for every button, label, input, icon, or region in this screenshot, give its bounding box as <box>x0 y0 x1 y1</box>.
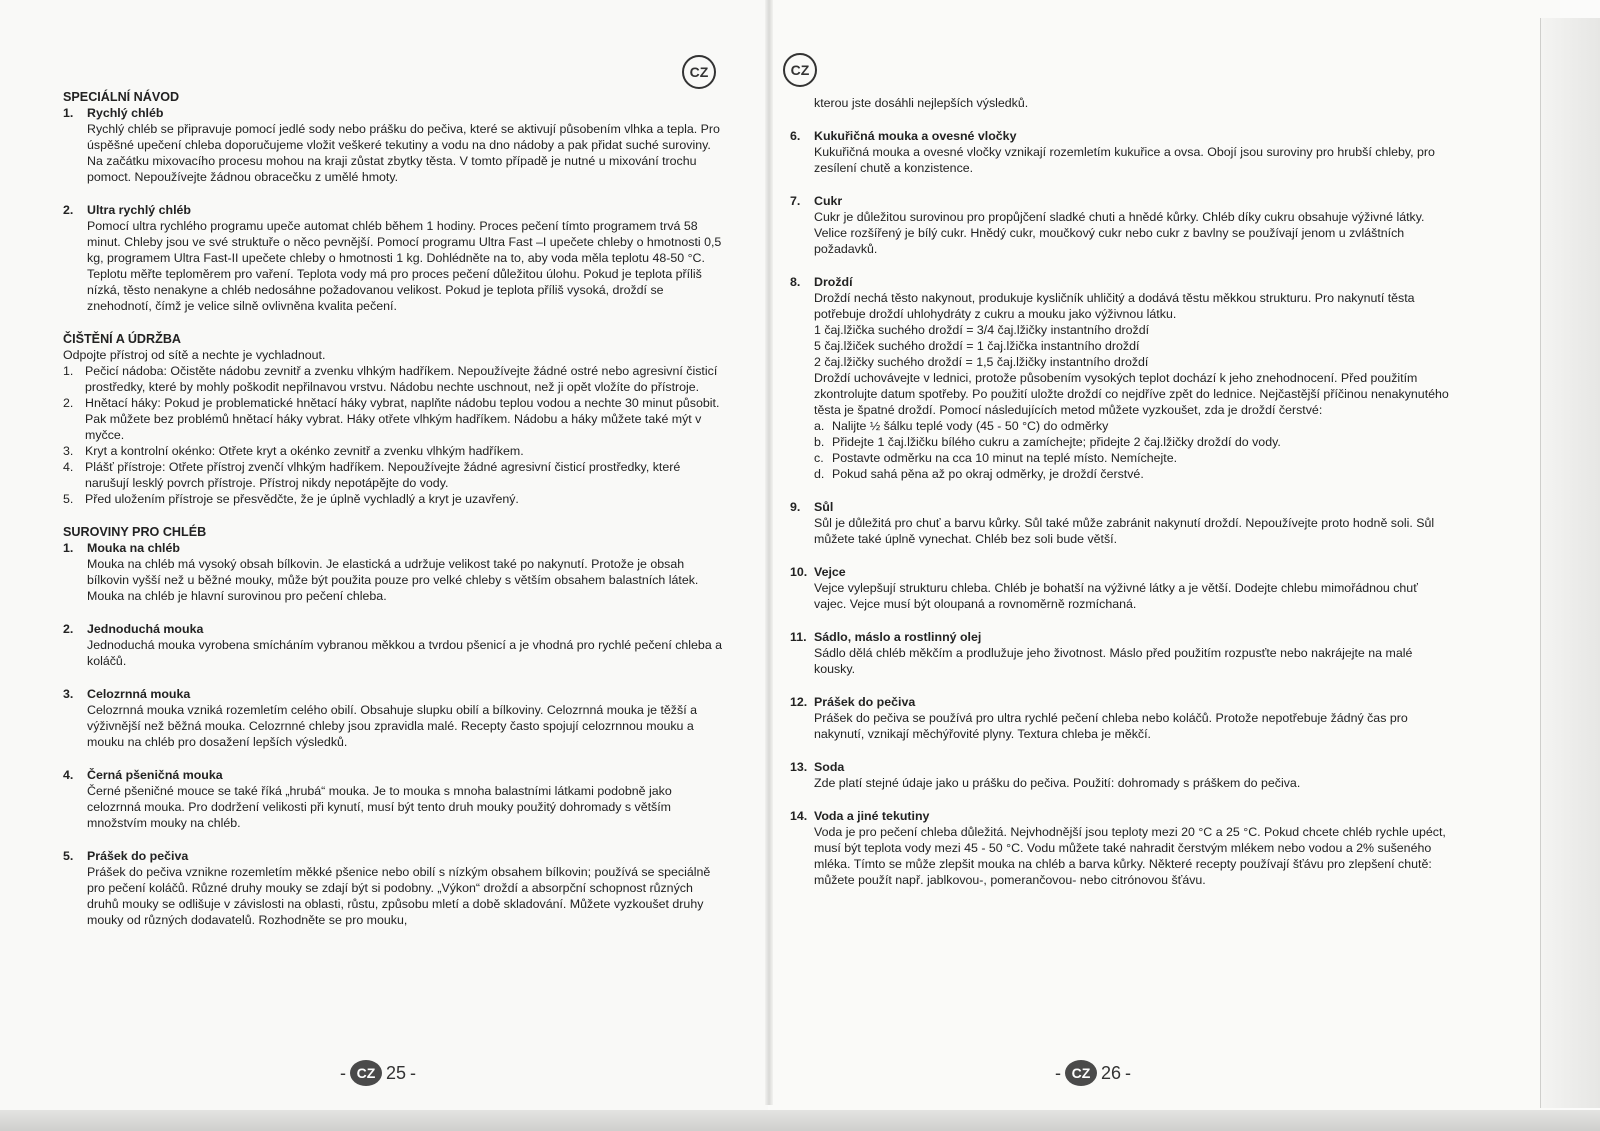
footer-language-badge: CZ <box>350 1060 382 1086</box>
item-text: Pomocí ultra rychlého programu upeče automat chléb během 1 hodiny. Proces pečení tímto programem trvá 58 minut. Chleby jsou ve své struktuře o něco pevnější. Pomocí programu Ultra Fast –I upečete chleby o hmotnosti 0,5 kg, programem Ultra Fast-II upečete chleby o hmotnosti 1 kg. Dohlédněte na to, aby voda měla teplotu 48-50 °C. Teplotu měřte teploměrem pro vaření. Teplota vody má pro proces pečení důležitou úlohu. Pokud je teplota příliš nízká, těsto nenakyne a chléb nedosáhne požadovanou velikost. Pokud je teplota příliš vysoká, droždí se znehodnotí, čímž je velice silně ovlivněna kvalita pečení. <box>87 219 722 313</box>
list-item: 2. Hnětací háky: Pokud je problematické hnětací háky vybrat, naplňte nádobu teplou vodou a nechte 30 minut působit. Pak můžete bez problémů hnětací háky vybrat. Háky otřete vlhkým hadříkem. Nádobu a háky můžete také mýt v myčce. <box>63 396 720 442</box>
item-text: Cukr je důležitou surovinou pro propůjčení sladké chuti a hnědé kůrky. Chléb díky cukru obsahuje výživné látky. Velice rozšířený je bílý cukr. Hnědý cukr, moučkový cukr nebo cukr z bavlny se používají jenom u zvláštních požadavků. <box>814 210 1425 256</box>
item-title: 12. Prášek do pečiva <box>790 695 916 709</box>
item-title: 6. Kukuřičná mouka a ovesné vločky <box>790 129 1017 143</box>
yeast-step: d. Pokud sahá pěna až po okraj odměrky, je droždí čerstvé. <box>814 467 1144 481</box>
footer-language-badge: CZ <box>1065 1060 1097 1086</box>
item-title: 1. Mouka na chléb <box>63 541 180 555</box>
item-title: 11. Sádlo, máslo a rostlinný olej <box>790 630 982 644</box>
item-text: Černé pšeničné mouce se také říká „hrubá“ mouka. Je to mouka s mnoha balastními látkami podobně jako celozrnná mouka. Pro dodržení velikosti při kynutí, musí být tento druh mouky použitý dohromady s větším množstvím mouky na chléb. <box>87 784 672 830</box>
item-title: 5. Prášek do pečiva <box>63 849 189 863</box>
yeast-conversion: 1 čaj.lžička suchého droždí = 3/4 čaj.lžičky instantního droždí <box>814 323 1150 337</box>
yeast-storage: Droždí uchovávejte v lednici, protože působením vysokých teplot dochází k jeho znehodnocení. Před použitím zkontrolujte datum spotřeby. Po použití uložte droždí co nejdříve zpět do lednice. Nejčastější příčinou nenakynutého těsta je špatné droždí. Pomocí následujících metod můžete vyzkoušet, zda je droždí čerstvé: <box>814 371 1449 417</box>
item-text: Rychlý chléb se připravuje pomocí jedlé sody nebo prášku do pečiva, které se aktivují působením vlhka a tepla. Pro úspěšné upečení chleba doporučujeme vložit veškeré tekutiny a vodu na dno nádoby a pak přidat suché suroviny. Na začátku mixovacího procesu mohou na kraji zůstat zbytky těsta. V tomto případě je nutné u mixování trochu pomoct. Nepoužívejte žádnou obracečku z umělé hmoty. <box>87 122 720 184</box>
section-title-cleaning: ČIŠTĚNÍ A ÚDRŽBA <box>63 332 182 346</box>
item-title: 4. Černá pšeničná mouka <box>63 768 223 782</box>
book-gutter <box>765 0 773 1105</box>
list-item: 4. Plášť přístroje: Otřete přístroj zvenčí vlhkým hadříkem. Nepoužívejte žádné agresivní čisticí prostředky, které narušují lesklý povrch přístroje. Přístroj nikdy nepotápějte do vody. <box>63 460 681 490</box>
right-column <box>790 95 1450 888</box>
language-badge-left: CZ <box>682 55 716 89</box>
section-title-special: SPECIÁLNÍ NÁVOD <box>63 90 180 104</box>
list-item: 3. Kryt a kontrolní okénko: Otřete kryt a okénko zevnitř a zvenku vlhkým hadříkem. <box>63 444 524 458</box>
yeast-intro: Droždí nechá těsto nakynout, produkuje kysličník uhličitý a dodává těstu měkkou strukturu. Pro nakynutí těsta potřebuje droždí uhlohydráty z cukru a mouku jako výživnou látku. <box>814 291 1415 321</box>
item-text: Sůl je důležitá pro chuť a barvu kůrky. Sůl také může zabránit nakynutí droždí. Nepoužívejte proto hodně soli. Sůl můžete také úplně vynechat. Chléb bez soli bude větší. <box>814 516 1435 546</box>
item-text: Sádlo dělá chléb měkčím a prodlužuje jeho životnost. Máslo před použitím rozpusťte nebo nakrájejte na malé kousky. <box>814 646 1413 676</box>
item-text: Prášek do pečiva se používá pro ultra rychlé pečení chleba nebo koláčů. Protože nepotřebuje žádný čas pro nakynutí, vznikají měchýřovité plyny. Textura chleba je měkčí. <box>814 711 1408 741</box>
continuation-text: kterou jste dosáhli nejlepších výsledků. <box>814 96 1029 110</box>
yeast-conversion: 2 čaj.lžičky suchého droždí = 1,5 čaj.lžičky instantního droždí <box>814 355 1149 369</box>
yeast-step: b. Přidejte 1 čaj.lžičku bílého cukru a zamíchejte; přidejte 2 čaj.lžičky droždí do vody. <box>814 435 1281 449</box>
page-footer-right: - CZ 26 - <box>1055 1060 1131 1086</box>
item-title: 7. Cukr <box>790 194 843 208</box>
language-badge-right: CZ <box>783 53 817 87</box>
yeast-step: a. Nalijte ½ šálku teplé vody (45 - 50 °C) do odměrky <box>814 419 1109 433</box>
list-item: 1. Pečicí nádoba: Očistěte nádobu zevnitř a zvenku vlhkým hadříkem. Nepoužívejte žádné ostré nebo agresivní čisticí prostředky, které by mohly poškodit nepřilnavou vrstvu. Nádobu nechte uschnout, než ji opět vložíte do přístroje. <box>63 364 718 394</box>
item-text: Zde platí stejné údaje jako u prášku do pečiva. Použití: dohromady s práškem do pečiva. <box>814 776 1301 790</box>
item-title: 13. Soda <box>790 760 845 774</box>
item-title: 14. Voda a jiné tekutiny <box>790 809 930 823</box>
item-text: Voda je pro pečení chleba důležitá. Nejvhodnější jsou teploty mezi 20 °C a 25 °C. Pokud chcete chléb rychle upéct, musí být teplota vody mezi 45 - 50 °C. Vodu můžete také nahradit čerstvým mlékem nebo vodou a 2% sušeného mléka. Tímto se může zlepšit mouka na chléb a barva kůrky. Některé recepty používají šťávu pro zlepšení chutě: můžete použít např. jablkovou-, pomerančovou- nebo citrónovou šťávu. <box>814 825 1446 887</box>
item-title: 2. Jednoduchá mouka <box>63 622 204 636</box>
item-text: Kukuřičná mouka a ovesné vločky vznikají rozemletím kukuřice a ovsa. Obojí jsou suroviny pro hrubší chleby, pro zesílení chutě a konzistence. <box>814 145 1435 175</box>
page-footer-left: - CZ 25 - <box>340 1060 416 1086</box>
item-text: Mouka na chléb má vysoký obsah bílkovin. Je elastická a udržuje velikost také po nakynutí. Protože je obsah bílkovin vyšší než u běžné mouky, může být použita pouze pro velké chleby s větším obsahem balastních látek. Mouka na chléb je hlavní surovinou pro pečení chleba. <box>87 557 699 603</box>
left-column <box>63 89 723 928</box>
yeast-step: c. Postavte odměrku na cca 10 minut na teplé místo. Nemíchejte. <box>814 451 1178 465</box>
item-text: Jednoduchá mouka vyrobena smícháním vybranou měkkou a tvrdou pšenicí a je vhodná pro rychlé pečení chleba a koláčů. <box>87 638 723 668</box>
item-title: 1. Rychlý chléb <box>63 106 164 120</box>
list-item: 5. Před uložením přístroje se přesvědčte, že je úplně vychladlý a kryt je uzavřený. <box>63 492 519 506</box>
page-edge <box>1540 18 1600 1108</box>
item-text: Vejce vylepšují strukturu chleba. Chléb je bohatší na výživné látky a je větší. Dodejte chlebu mimořádnou chuť vajec. Vejce musí být oloupaná a rovnoměrně rozmíchaná. <box>814 581 1418 611</box>
item-title: 10. Vejce <box>790 565 846 579</box>
item-title: 9. Sůl <box>790 500 834 514</box>
yeast-conversion: 5 čaj.lžiček suchého droždí = 1 čaj.lžička instantního droždí <box>814 339 1140 353</box>
item-text: Celozrnná mouka vzniká rozemletím celého obilí. Obsahuje slupku obilí a bílkoviny. Celozrnná mouka je těžší a výživnější než běžná mouka. Celozrnné chleby jsou zpravidla malé. Recepty často spojují celozrnnou mouku a mouku na chléb pro dosažení lepších výsledků. <box>87 703 697 749</box>
item-text: Prášek do pečiva vznikne rozemletím měkké pšenice nebo obilí s nízkým obsahem bílkovin; používá se speciálně pro pečení koláčů. Různé druhy mouky se zdají být si podobny. „Výkon“ droždí a absorpční schopnost různých druhů mouky se odlišuje v závislosti na oblasti, růstu, způsobu mletí a době skladování. Můžete vyzkoušet druhy mouky od různých dodavatelů. Rozhodněte se pro mouku, <box>87 865 711 927</box>
page-number: 26 <box>1101 1062 1122 1083</box>
item-title-yeast: 8. Droždí <box>790 275 853 289</box>
scan-bottom-edge <box>0 1110 1600 1131</box>
cleaning-intro: Odpojte přístroj od sítě a nechte je vychladnout. <box>63 348 326 362</box>
item-title: 2. Ultra rychlý chléb <box>63 203 191 217</box>
page-number: 25 <box>386 1062 407 1083</box>
item-title: 3. Celozrnná mouka <box>63 687 191 701</box>
section-title-ingredients: SUROVINY PRO CHLÉB <box>63 525 207 539</box>
